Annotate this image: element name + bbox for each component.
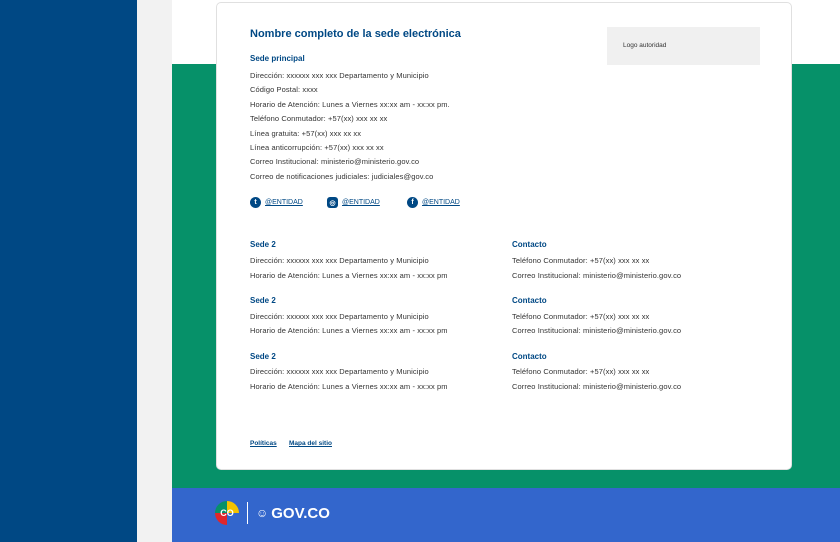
govco-logo[interactable]: [215, 501, 330, 525]
sede-principal-line: Código Postal: xxxx: [250, 85, 318, 94]
contacto-telefono: Teléfono Conmutador: +57(xx) xxx xx xx: [512, 256, 650, 265]
sede-horario: Horario de Atención: Lunes a Viernes xx:xx am - xx:xx pm: [250, 271, 448, 280]
sede-direccion: Dirección: xxxxxx xxx xxx Departamento y Municipio: [250, 256, 429, 265]
contacto-heading: Contacto: [512, 240, 547, 249]
instagram-link[interactable]: @ENTIDAD: [342, 199, 380, 206]
twitter-link[interactable]: @ENTIDAD: [265, 199, 303, 206]
twitter-icon: t: [250, 197, 261, 208]
sede-principal-heading: Sede principal: [250, 54, 305, 63]
sede-heading: Sede 2: [250, 296, 276, 305]
contacto-correo: Correo Institucional: ministerio@ministerio.gov.co: [512, 382, 682, 391]
sede-heading: Sede 2: [250, 352, 276, 361]
logo-label: Logo autoridad: [623, 42, 667, 49]
sede-direccion: Dirección: xxxxxx xxx xxx Departamento y Municipio: [250, 312, 429, 321]
sede-principal-line: Correo de notificaciones judiciales: judiciales@gov.co: [250, 172, 434, 181]
contacto-telefono: Teléfono Conmutador: +57(xx) xxx xx xx: [512, 312, 650, 321]
sede-principal-line: Horario de Atención: Lunes a Viernes xx:xx am - xx:xx pm.: [250, 100, 450, 109]
social-twitter[interactable]: [250, 197, 303, 208]
contacto-correo: Correo Institucional: ministerio@ministerio.gov.co: [512, 326, 682, 335]
logo-divider: [247, 502, 248, 524]
sede-direccion: Dirección: xxxxxx xxx xxx Departamento y Municipio: [250, 367, 429, 376]
politicas-link[interactable]: Políticas: [250, 440, 277, 447]
contacto-heading: Contacto: [512, 352, 547, 361]
footer-card: [216, 2, 792, 470]
govco-text: GOV.CO: [271, 504, 330, 522]
contacto-correo: Correo Institucional: ministerio@ministerio.gov.co: [512, 271, 682, 280]
contacto-telefono: Teléfono Conmutador: +57(xx) xxx xx xx: [512, 367, 650, 376]
colombia-co-badge: CO: [215, 501, 239, 525]
left-gutter: [137, 0, 172, 542]
instagram-icon: ◎: [327, 197, 338, 208]
page-title: Nombre completo de la sede electrónica: [250, 28, 461, 40]
sede-principal-line: Dirección: xxxxxx xxx xxx Departamento y Municipio: [250, 71, 429, 80]
sede-principal-line: Línea gratuita: +57(xx) xxx xx xx: [250, 129, 362, 138]
social-instagram[interactable]: [327, 197, 380, 208]
authority-logo: [607, 27, 760, 65]
left-side-panel: [0, 0, 137, 542]
sede-principal-line: Línea anticorrupción: +57(xx) xxx xx xx: [250, 143, 384, 152]
govco-mark-icon: ☺: [256, 506, 269, 520]
sede-principal-line: Correo Institucional: ministerio@ministerio.gov.co: [250, 157, 420, 166]
sede-heading: Sede 2: [250, 240, 276, 249]
sede-horario: Horario de Atención: Lunes a Viernes xx:xx am - xx:xx pm: [250, 326, 448, 335]
facebook-link[interactable]: @ENTIDAD: [422, 199, 460, 206]
facebook-icon: f: [407, 197, 418, 208]
contacto-heading: Contacto: [512, 296, 547, 305]
sede-principal-line: Teléfono Conmutador: +57(xx) xxx xx xx: [250, 114, 388, 123]
social-facebook[interactable]: [407, 197, 460, 208]
sede-horario: Horario de Atención: Lunes a Viernes xx:xx am - xx:xx pm: [250, 382, 448, 391]
mapa-del-sitio-link[interactable]: Mapa del sitio: [289, 440, 332, 447]
